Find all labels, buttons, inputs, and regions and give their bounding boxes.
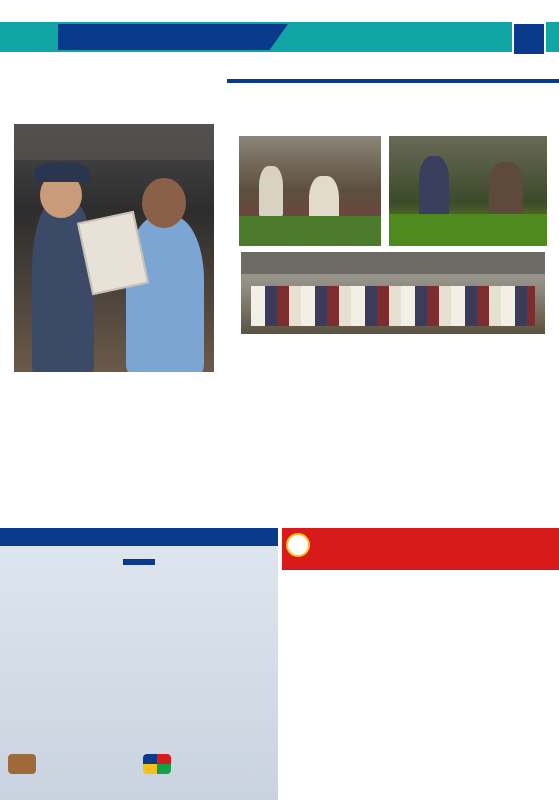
article-headline <box>0 56 225 62</box>
activity-carrom <box>6 748 137 776</box>
event-dates <box>123 559 155 565</box>
photo-2 <box>389 136 547 246</box>
article-photo <box>14 124 214 372</box>
carrom-icon <box>8 754 36 774</box>
photo-group <box>241 252 545 334</box>
ad-fun-carnival[interactable] <box>0 528 278 800</box>
page-header <box>0 0 559 54</box>
article-ncc-officer <box>0 56 225 524</box>
article-headline <box>227 56 559 77</box>
ludo-icon <box>143 754 171 774</box>
ad2-banner <box>282 528 559 570</box>
article-gau-seva <box>227 56 559 524</box>
article-lead <box>227 79 559 83</box>
ad-modani-foundation[interactable] <box>282 528 559 800</box>
foundation-logo-icon <box>286 533 310 557</box>
photo-caption <box>0 374 225 388</box>
ad-topline <box>0 528 278 546</box>
activity-ludo <box>141 748 272 776</box>
page-number <box>512 22 546 56</box>
photo-1 <box>239 136 381 246</box>
section-title <box>58 24 288 50</box>
